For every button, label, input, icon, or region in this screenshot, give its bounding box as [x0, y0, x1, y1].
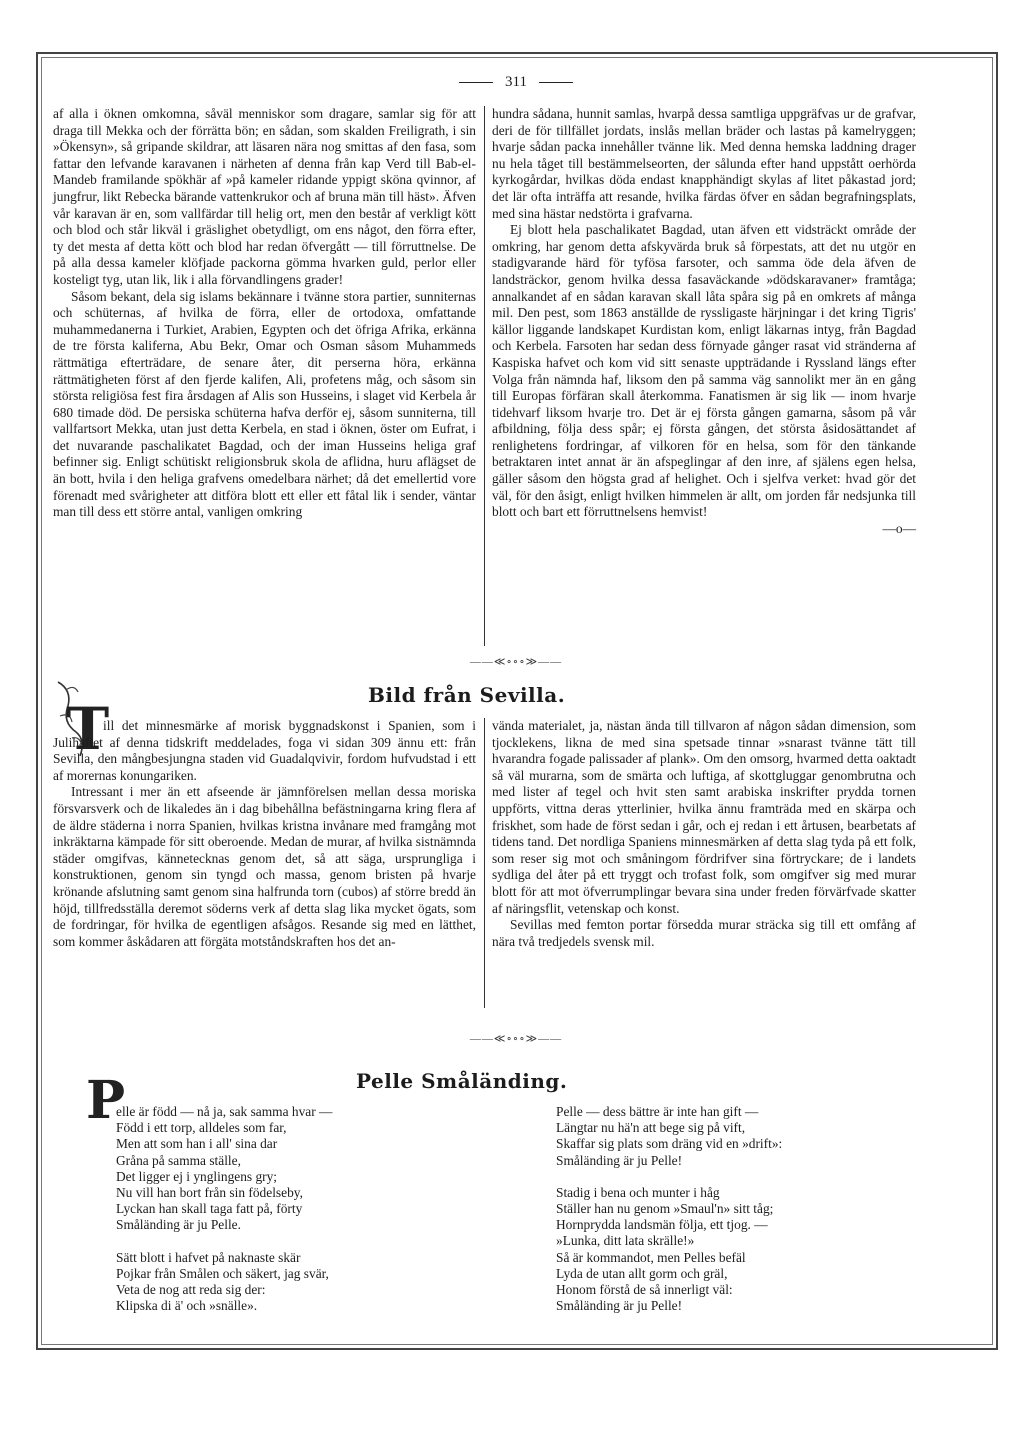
verse-line: Det ligger ej i ynglingens gry; [116, 1168, 278, 1184]
verse-line: Småländing är ju Pelle! [556, 1152, 683, 1168]
verse-line: Gråna på samma ställe, [116, 1152, 241, 1168]
page-number-line [0, 74, 1032, 91]
verse-line: Född i ett torp, alldeles som far, [116, 1120, 287, 1136]
verse-line: Veta de nog att reda sig der: [116, 1282, 266, 1298]
drop-cap-p: P [86, 1070, 126, 1131]
verse-line: Klipska di ä' och »snälle». [116, 1298, 258, 1314]
verse-line: Så är kommandot, men Pelles befäl [556, 1249, 746, 1265]
verse-line: »Lunka, ditt lata skrälle!» [556, 1233, 695, 1249]
top-right-column [492, 106, 916, 537]
verse-line: Men att som han i all' sina dar [116, 1136, 278, 1152]
sevilla-left-column [53, 718, 476, 950]
verse-line: Stadig i bena och munter i håg [556, 1184, 720, 1200]
end-mark: —o— [882, 520, 916, 536]
verse-line: Småländing är ju Pelle. [116, 1217, 241, 1233]
top-left-column [53, 106, 476, 521]
separator-ornament: ——≪∘∘∘≫—— [469, 656, 563, 668]
verse-line: Lyda de utan allt gorm och gräl, [556, 1265, 728, 1281]
verse-line: elle är född — nå ja, sak samma hvar — [116, 1104, 333, 1119]
poem-right-stanzas [556, 1104, 782, 1330]
verse-line: Pojkar från Smålen och säkert, jag svär, [116, 1265, 329, 1281]
page-number-dash-left [459, 82, 493, 83]
verse-line: Småländing är ju Pelle! [556, 1298, 683, 1314]
stanza [556, 1104, 782, 1169]
verse-line: Längtar nu hä'n att bege sig på vift, [556, 1120, 746, 1136]
verse-line: Skaffar sig plats som dräng vid en »drift»: [556, 1136, 783, 1152]
sevilla-right-column [492, 718, 916, 950]
verse-line: Lyckan han skall taga fatt på, förty [116, 1201, 303, 1217]
page-number-dash-right [539, 82, 573, 83]
verse-line: Hornprydda landsmän följa, ett tjog. — [556, 1217, 768, 1233]
paragraph: hundra sådana, hunnit samlas, hvarpå dessa samtliga uppgräfvas ur de grafvar, deri de för tillfället jordats, inslås mellan bräder och lastas på kamelryggen; hvarje sådan packa innehåller tvänne lik. Med denna hemska laddning drager nu hela tåget till bestämmelseorten, der sålunda efter hand uppstått oerhörda kyrkogårdar, hvilkas döda endast knapphändigt skylas af litet påkastad jord; det lär ofta inträffa att resande, hvilka färdas öfver en sådan begrafningsplats, med sina hästar nedstörta i grafvarna. [492, 106, 916, 221]
ornamental-separator [380, 655, 652, 668]
column-divider [484, 718, 485, 1008]
ornamental-separator [380, 1032, 652, 1045]
paragraph: af alla i öknen omkomna, såväl menniskor som dragare, samlar sig för att draga till Mekka och der förrätta bön; en sådan, som skalden Freiligrath, i sin »Ökensyn», så gripande skildrar, att läsaren nära nog smittas af den fasa, som fattar den lefvande karavanen i närheten af denna från kap Verd till Bab-el-Mandeb framilande spökhär af »på kameler ridande yppigt sköna qvinnor, af jungfrur, likt Rebecka bärande vattenkrukor och af bruna män till häst». Äfven vår karavan är en, som vallfärdar till helig ort, men den består af verkligt kött och blod och står likväl i gräslighet obetydligt, om ens något, den förra efter, ty det mesta af detta kött och blod har redan öfvergått — till förruttnelse. De på alla dessa kameler klöfjade packorna gömma hvarken guld, perlor eller kosteligt tyg, utan lik, lik i alla förvandlingens grader! [53, 106, 476, 287]
paragraph: Intressant i mer än ett afseende är jämnförelsen mellan dessa moriska försvarsverk och de likaledes än i dag bibehållna befästningarna kring flera af de äldre städerna i norra Spanien, hvilkas kristna invånare med framgång mot inkräktarna kämpade för sitt oberoende. Medan de murar, af hvilka sistnämnda städer omgifvas, kännetecknas genom det, så att säga, ursprungliga i konstruktionen, genom sin tyngd och massa, genom bristen på hvarje krönande afslutning samt genom sina halfrunda torn (cubos) af större bredd än höjd, tillfredsställa deremot söderns verk af detta slag lika mycket ögats, som de fordringar, för hvilka de egentligen afsågos. Resande sig med en lätthet, som kommer åskådaren att förgäta motståndskraften hos det an- [53, 784, 476, 949]
verse-line: Honom förstå de så innerligt väl: [556, 1282, 733, 1298]
verse-line: Sätt blott i hafvet på naknaste skär [116, 1249, 301, 1265]
column-divider [484, 106, 485, 646]
paragraph: Ej blott hela paschalikatet Bagdad, utan äfven ett vidsträckt område der omkring, har genom detta afskyvärda bruk så förpestats, att det nu utgör en stadigvarande härd för tyfösa farsoter, och samma öde dela äfven de landsträckor, genom hvilka dessa fasaväckande »dödskaravaner» framtåga; annalkandet af en sådan karavan skall låta spåra sig på en omkrets af många mil. Den pest, som 1863 anställde de ryssligaste härjningar i det kring Tigris' källor liggande landskapet Kurdistan kom, enligt läkarnas intyg, från Bagdad och Kerbela. Farsoten har sedan dess förnyade gånger rasat vid stränderna af Kaspiska hafvet och kom vid sitt senaste uppträdande i Ryssland längs efter Volga från nämnda haf, liksom den på samma väg sannolikt mer än en gång till Europas förfäran skall återkomma. Fanatismen är sig lik — inom hvarje tidehvarf liksom hvarje tro. Det är ej första gången gamarna, såsom på vår afbildning, följa dess spår; ej första gången, det största åsidosättandet af renlighetens fordringar, af vilkoren för en helsa, som för den tänkande betraktaren intet annat är än afspeglingar af den inre, af själens egen helsa, gäller såsom den högsta grad af helighet. Och i sjelfva verket: hvad gör det väl, för den åsigt, enligt hvilken himmelen är allt, om jorden får nedsjunka till blott och bart ett förruttnelsens hemvist! [492, 222, 916, 520]
poem-title: Pelle Småländing. [356, 1069, 568, 1093]
paragraph: Sevillas med femton portar försedda murar sträcka sig till ett omfång af nära två tredjedels svensk mil. [492, 917, 916, 949]
drop-cap-t: T [66, 695, 110, 763]
article-title-sevilla: Bild från Sevilla. [368, 683, 566, 707]
paragraph: Såsom bekant, dela sig islams bekännare i tvänne stora partier, sunniternas och schüternas, af hvilka de förra, eller de ortodoxa, omfattande muhammedanerna i Turkiet, Arabien, Egypten och det öfriga Afrika, erkänna de tre första kaliferna, Abu Bekr, Omar och Osman såsom Muhammeds rättmätiga efterträdare, de senare åter, dit perserna höra, erkänna rättmätigheten först af den fjerde kalifen, Ali, profetens måg, och såsom sin största religiösa fest fira årsdagen af Alis son Husseins, i slaget vid Kerbela år 680 timade död. De persiska schüterna hafva derför ej, såsom sunniterna, till vallfartsort Mekka, utan just detta Kerbela, en stad i öknen, öster om Eufrat, i det nuvarande paschalikatet Bagdad, och der iman Husseins heliga graf befinner sig. Enligt schütiskt religionsbruk skola de aflidna, huru aflägset de än bott, hvila i den heliga grafvens omedelbara närhet; då det emellertid vore förenadt med svårigheter att ditföra blott ett eller ett fåtal lik i sender, väntar man till dess ett större antal, vanligen omkring [53, 288, 476, 520]
stanza [116, 1250, 332, 1315]
verse-line: Pelle — dess bättre är inte han gift — [556, 1104, 759, 1119]
verse-line: Nu vill han bort från sin födelseby, [116, 1185, 303, 1201]
page-number: 311 [505, 74, 527, 90]
stanza [556, 1185, 782, 1315]
paragraph: vända materialet, ja, nästan ända till tillvaron af någon sådan dimension, som tjocklekens, likna de med sina spetsade tinnar »snarast tvänne tätt till hvarandra fogade palissader af plank». Om den omsorg, hvarmed detta oaktadt så väl murarna, som de smärta och luftiga, af skottgluggar genombrutna och med lister af tegel och hvit sten samt arabiska inskrifter prydda tornen uppförts, vittna deras ytterlinier, hvilka ännu framträda med en skärpa och friskhet, som hade de först sedan i går, och ej redan i ett årtusen, bearbetats af tidens tand. Det nordliga Spaniens minnesmärken af detta slag tyda på ett folk, som reser sig mot och småningom fördrifver sina förtryckare; de i landets sydliga del åter på ett tryggt och trofast folk, som omgifver sig med murar blott för att mot öfverrumplingar bevara sina under freden förvärfvade skatter af näringsflit, vetenskap och konst. [492, 718, 916, 916]
separator-ornament: ——≪∘∘∘≫—— [469, 1033, 563, 1045]
stanza [116, 1104, 332, 1234]
verse-line: Ställer han nu genom »Smaul'n» sitt tåg; [556, 1201, 774, 1217]
poem-left-stanzas [116, 1104, 332, 1330]
paragraph: ill det minnesmärke af morisk byggnadskonst i Spanien, som i Julihäftet af denna tidskrift meddelades, foga vi sidan 309 ännu ett: från Sevilla, den mångbesjungna staden vid Guadalqvivir, fordom hufvudstad i ett af morernas konungariken. [53, 718, 476, 783]
